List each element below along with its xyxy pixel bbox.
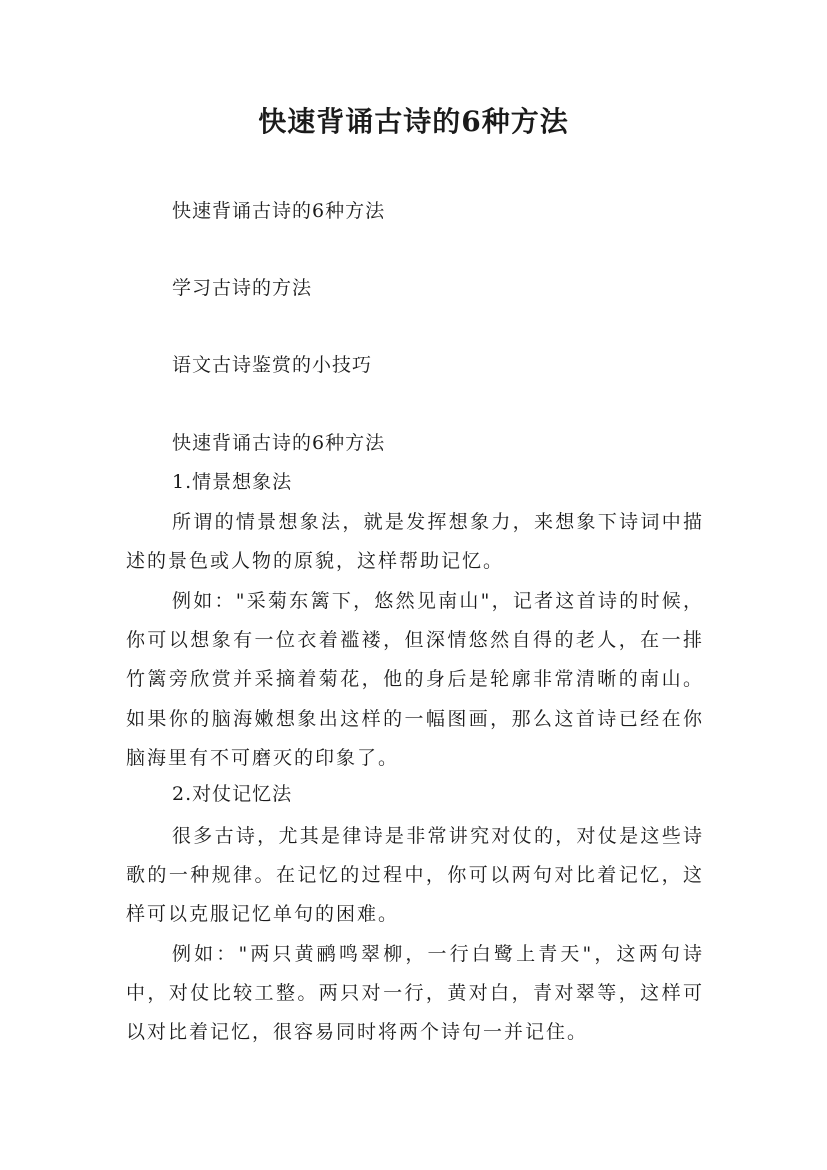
method-1-paragraph-2: 例如："采菊东篱下，悠然见南山"，记者这首诗的时候，你可以想象有一位衣着褴褛，但深情悠然自得的老人，在一排竹篱旁欣赏并采摘着菊花，他的身后是轮廓非常清晰的南山。如果你的脑海嫩想象出这样的一幅图画，那么这首诗已经在你脑海里有不可磨灭的印象了。 [126,590,704,769]
toc-item: 快速背诵古诗的6种方法 [172,200,386,222]
page-title: 快速背诵古诗的6种方法 [258,105,569,138]
toc-item: 语文古诗鉴赏的小技巧 [172,354,373,376]
method-1-heading: 1.情景想象法 [172,471,293,493]
method-1-paragraph-1: 所谓的情景想象法，就是发挥想象力，来想象下诗词中描述的景色或人物的原貌，这样帮助记忆。 [126,511,704,573]
method-2-heading: 2.对仗记忆法 [172,783,293,805]
section-heading: 快速背诵古诗的6种方法 [172,432,386,454]
method-2-paragraph-1: 很多古诗，尤其是律诗是非常讲究对仗的，对仗是这些诗歌的一种规律。在记忆的过程中，你可以两句对比着记忆，这样可以克服记忆单句的困难。 [126,825,704,926]
method-2-paragraph-2: 例如："两只黄鹂鸣翠柳，一行白鹭上青天"，这两句诗中，对仗比较工整。两只对一行，黄对白，青对翠等，这样可以对比着记忆，很容易同时将两个诗句一并记住。 [126,943,704,1044]
toc-item: 学习古诗的方法 [172,277,313,299]
